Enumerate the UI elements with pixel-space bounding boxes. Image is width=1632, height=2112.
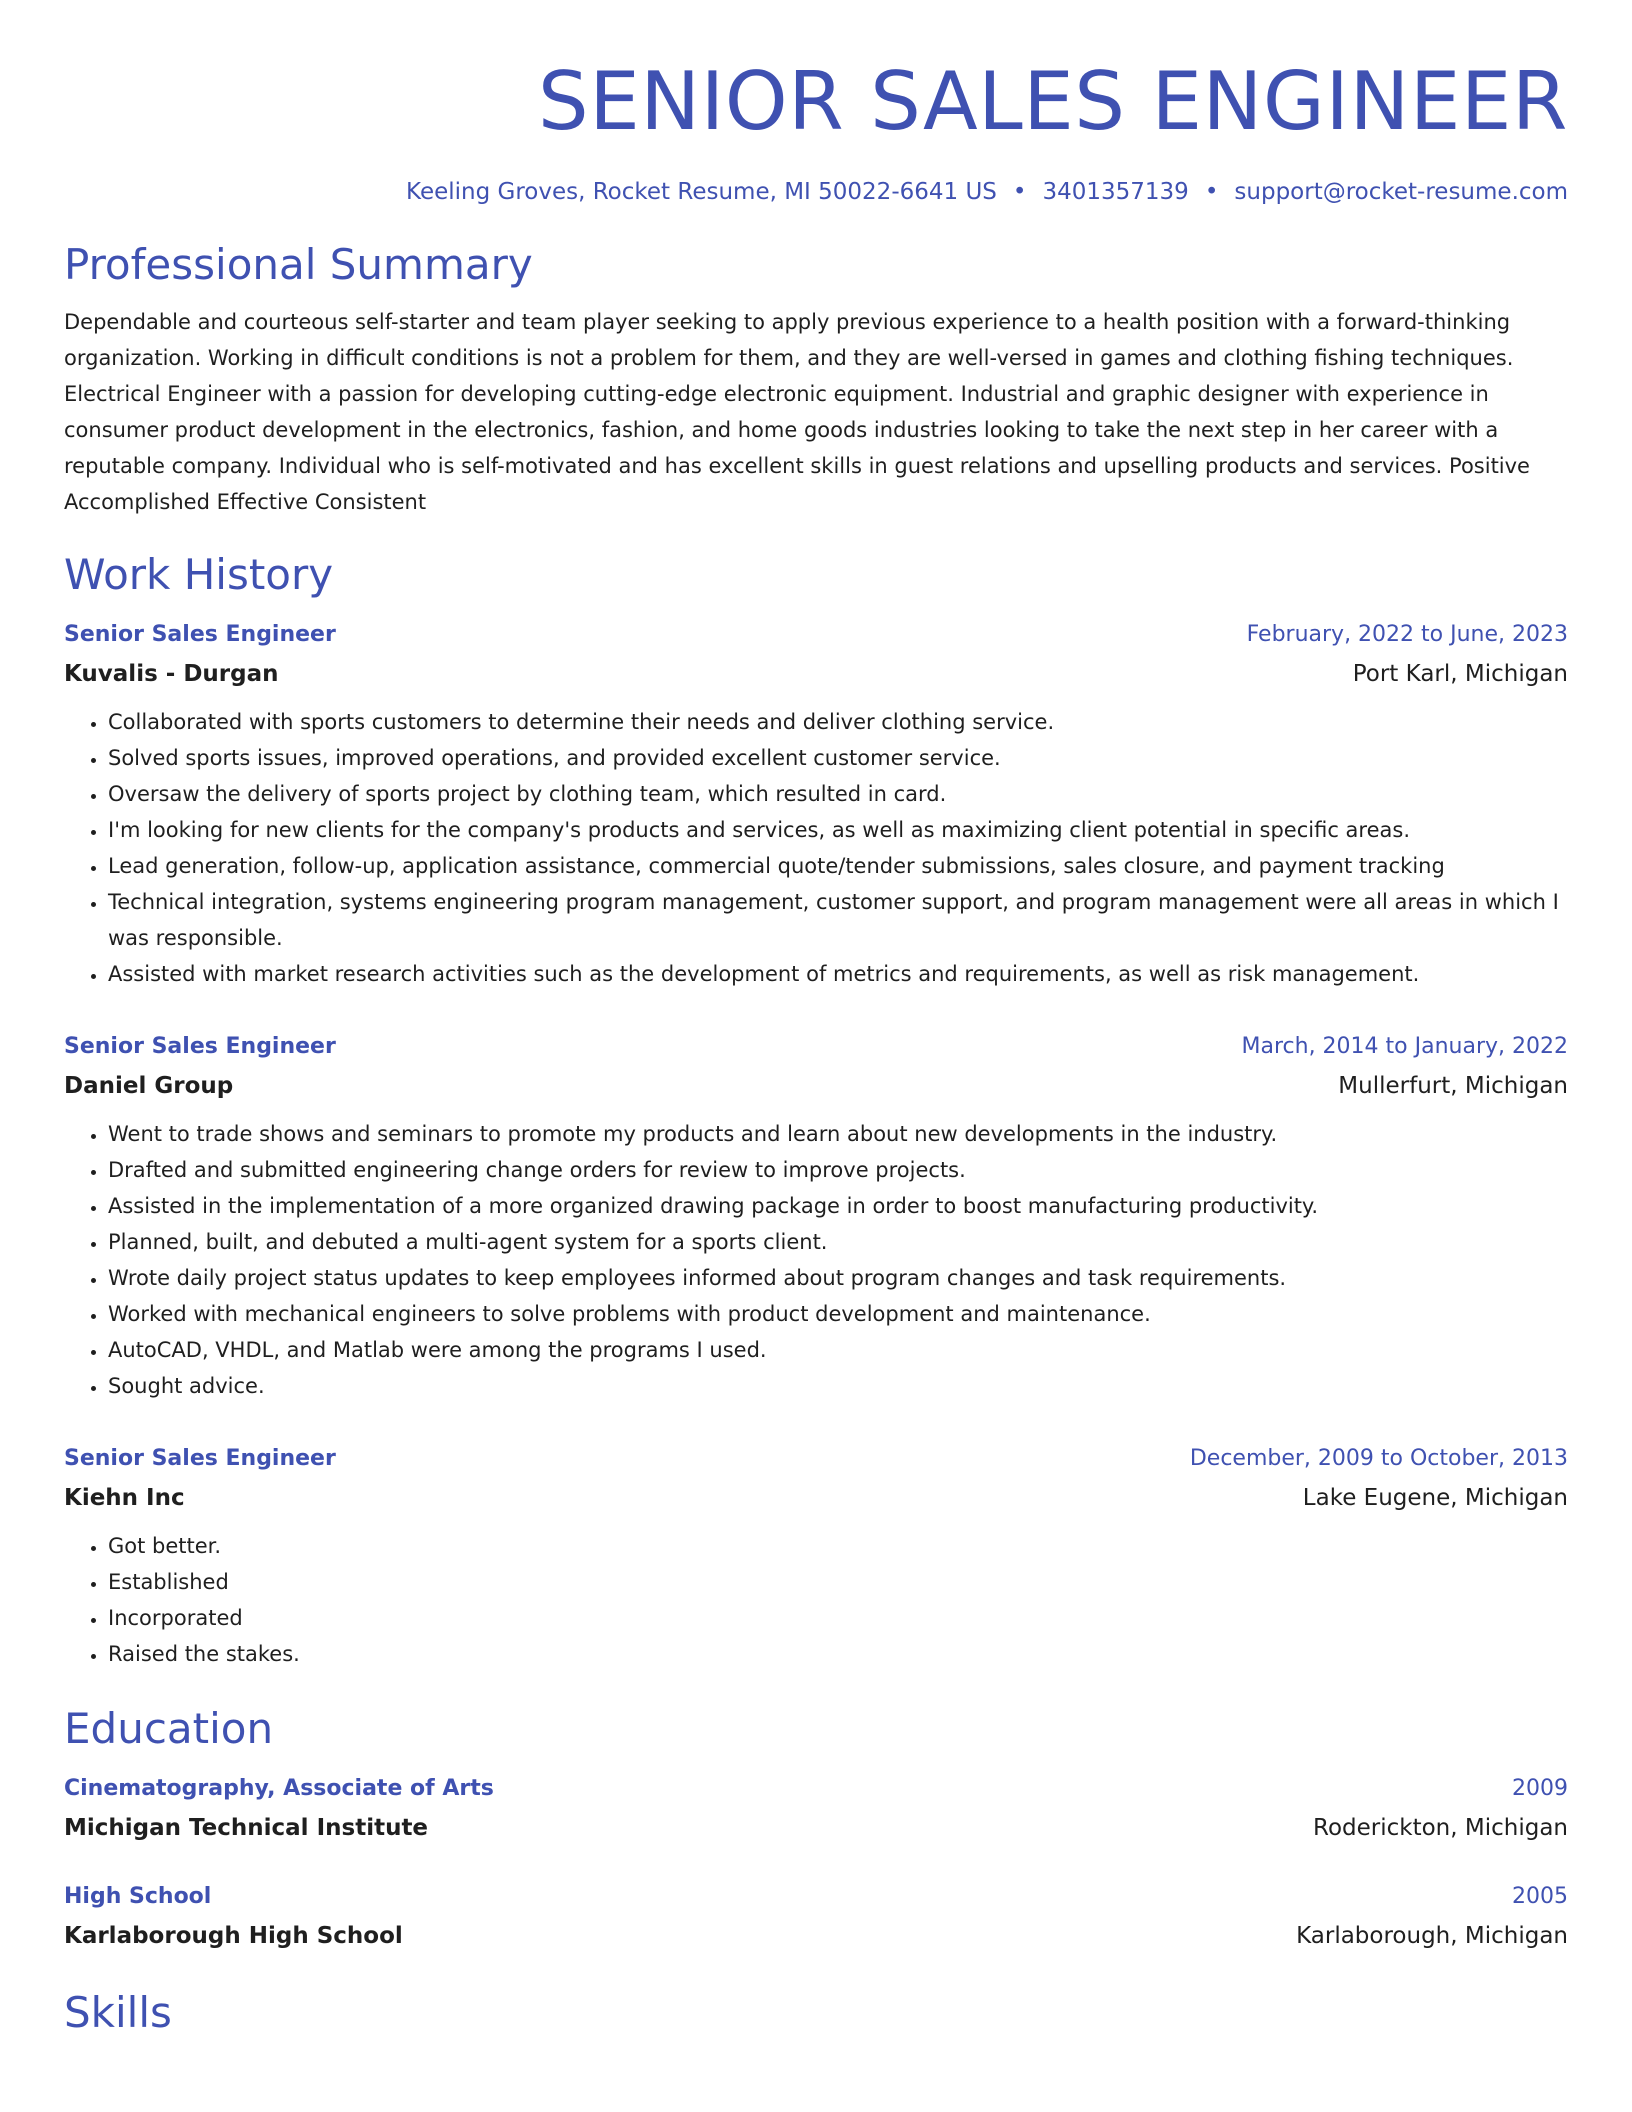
job-bullet: • Lead generation, follow-up, application assistance, commercial quote/tender submissions, sales closure, and payment tracking [108, 848, 1568, 884]
job-dates: March, 2014 to January, 2022 [1241, 1034, 1568, 1059]
job-location: Port Karl, Michigan [1352, 661, 1568, 687]
job-position: Senior Sales Engineer [64, 1034, 336, 1059]
job-entry [64, 616, 1568, 992]
education-subheader [64, 1808, 1568, 1848]
contact-separator: • [1204, 179, 1219, 205]
job-bullet: • Collaborated with sports customers to determine their needs and deliver clothing service. [108, 704, 1568, 740]
job-bullet: • Oversaw the delivery of sports project by clothing team, which resulted in card. [108, 776, 1568, 812]
education-location: Roderickton, Michigan [1313, 1815, 1568, 1841]
job-bullet: • Assisted in the implementation of a more organized drawing package in order to boost manufacturing productivity. [108, 1188, 1568, 1224]
education-subheader [64, 1916, 1568, 1956]
section-title-education: Education [64, 1704, 274, 1753]
section-title-skills: Skills [64, 1988, 172, 2037]
job-bullet: • AutoCAD, VHDL, and Matlab were among the programs I used. [108, 1332, 1568, 1368]
education-degree: Cinematography, Associate of Arts [64, 1776, 494, 1801]
job-bullet: • Solved sports issues, improved operations, and provided excellent customer service. [108, 740, 1568, 776]
education-entry [64, 1878, 1568, 1956]
job-header [64, 616, 1568, 654]
section-title-summary: Professional Summary [64, 240, 533, 289]
education-school: Michigan Technical Institute [64, 1815, 429, 1841]
contact-address: Keeling Groves, Rocket Resume, MI 50022-6641 US [406, 179, 997, 205]
job-bullet: • Got better. [108, 1528, 1568, 1564]
job-entry [64, 1028, 1568, 1404]
job-bullets [64, 704, 1568, 992]
job-location: Mullerfurt, Michigan [1338, 1073, 1568, 1099]
job-header [64, 1028, 1568, 1066]
job-location: Lake Eugene, Michigan [1302, 1485, 1568, 1511]
contact-line [64, 176, 1568, 208]
education-year: 2005 [1512, 1884, 1568, 1909]
job-bullet: • Assisted with market research activities such as the development of metrics and requirements, as well as risk management. [108, 956, 1568, 992]
job-dates: December, 2009 to October, 2013 [1189, 1446, 1568, 1471]
job-bullet: • Raised the stakes. [108, 1636, 1568, 1672]
education-location: Karlaborough, Michigan [1296, 1923, 1568, 1949]
education-year: 2009 [1512, 1776, 1568, 1801]
job-subheader [64, 1066, 1568, 1106]
education-entry [64, 1770, 1568, 1848]
job-bullet: • Drafted and submitted engineering change orders for review to improve projects. [108, 1152, 1568, 1188]
job-subheader [64, 1478, 1568, 1518]
job-company: Daniel Group [64, 1073, 234, 1099]
job-bullets [64, 1116, 1568, 1404]
job-header [64, 1440, 1568, 1478]
job-bullet: • Wrote daily project status updates to keep employees informed about program changes and task requirements. [108, 1260, 1568, 1296]
job-bullets [64, 1528, 1568, 1672]
education-school: Karlaborough High School [64, 1923, 403, 1949]
job-bullet: • I'm looking for new clients for the company's products and services, as well as maximizing client potential in specific areas. [108, 812, 1568, 848]
contact-email[interactable]: support@rocket-resume.com [1234, 179, 1568, 205]
education-degree: High School [64, 1884, 212, 1909]
education-header [64, 1770, 1568, 1808]
job-bullet: • Incorporated [108, 1600, 1568, 1636]
job-position: Senior Sales Engineer [64, 622, 336, 647]
summary-text: Dependable and courteous self-starter and team player seeking to apply previous experience to a health position with a forward-thinking organization. Working in difficult conditions is not a problem for them, and they are well-versed in games and clothing fishing techniques. Electrical Engineer with a passion for developing cutting-edge electronic equipment. Industrial and graphic designer with experience in consumer product development in the electronics, fashion, and home goods industries looking to take the next step in her career with a reputable company. Individual who is self-motivated and has excellent skills in guest relations and upselling products and services. Positive Accomplished Effective Consistent [64, 310, 1530, 514]
resume-page [64, 0, 1568, 2040]
job-entry [64, 1440, 1568, 1672]
job-company: Kiehn Inc [64, 1485, 185, 1511]
section-title-work-history: Work History [64, 550, 334, 599]
job-position: Senior Sales Engineer [64, 1446, 336, 1471]
contact-phone: 3401357139 [1042, 179, 1189, 205]
job-company: Kuvalis - Durgan [64, 661, 279, 687]
job-bullet: • Worked with mechanical engineers to solve problems with product development and maintenance. [108, 1296, 1568, 1332]
job-bullet: • Planned, built, and debuted a multi-agent system for a sports client. [108, 1224, 1568, 1260]
resume-name: SENIOR SALES ENGINEER [537, 55, 1568, 148]
job-bullet: • Established [108, 1564, 1568, 1600]
job-subheader [64, 654, 1568, 694]
job-bullet: • Went to trade shows and seminars to promote my products and learn about new developments in the industry. [108, 1116, 1568, 1152]
job-dates: February, 2022 to June, 2023 [1246, 622, 1568, 647]
contact-separator: • [1012, 179, 1027, 205]
job-bullet: • Sought advice. [108, 1368, 1568, 1404]
education-header [64, 1878, 1568, 1916]
job-bullet: • Technical integration, systems engineering program management, customer support, and program management were all areas in which I was responsible. [108, 884, 1568, 956]
